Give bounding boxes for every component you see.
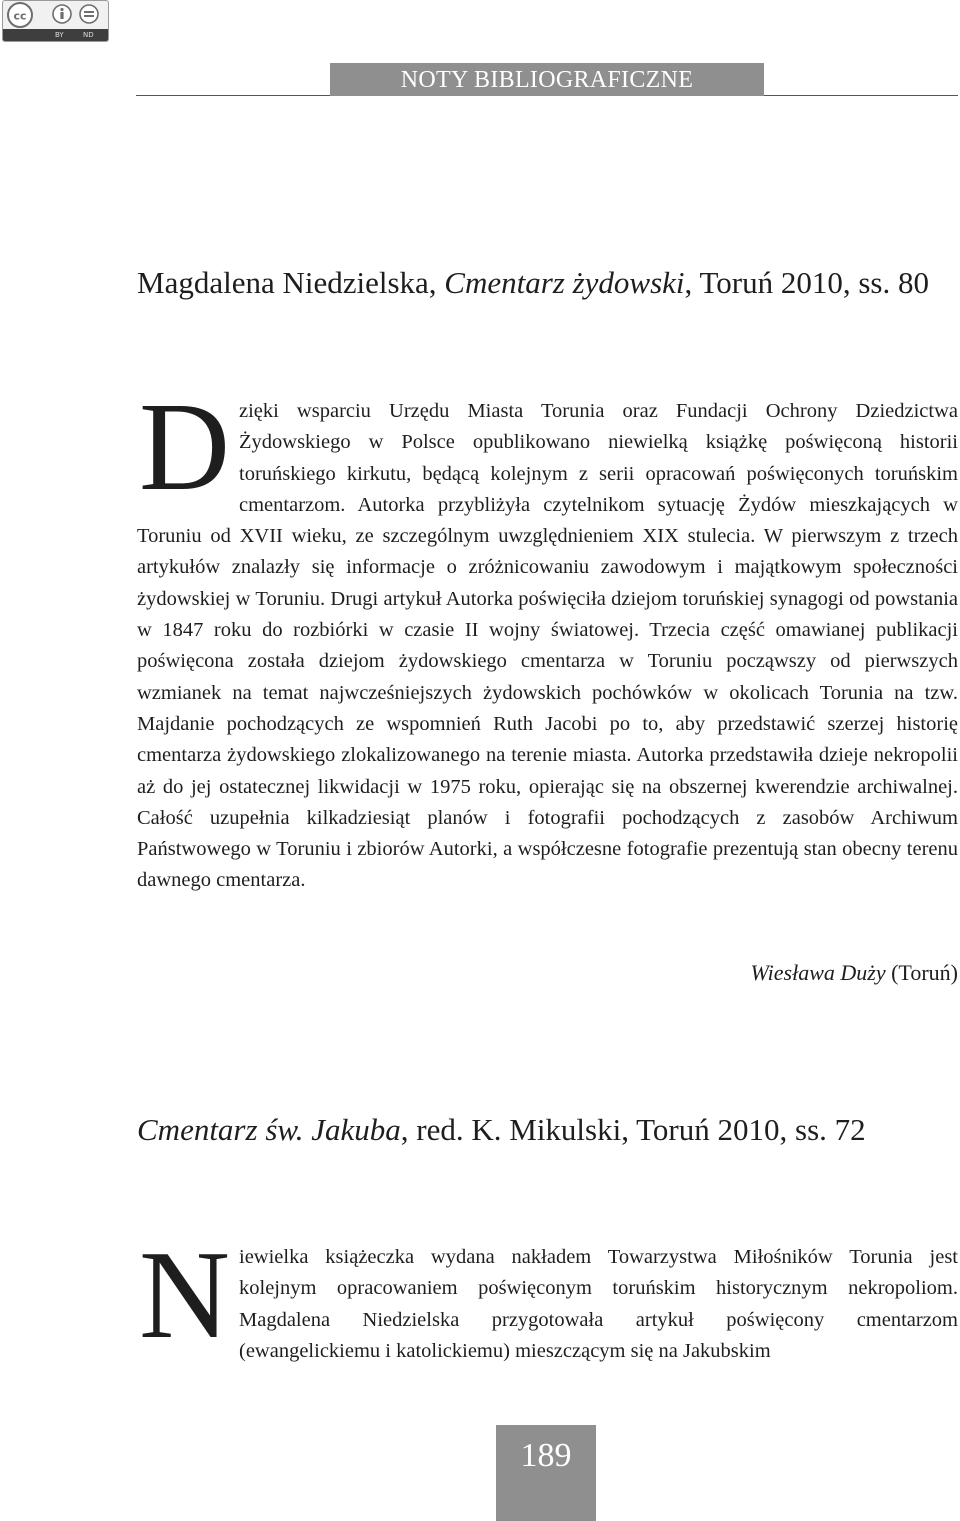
license-label-nd: ND [83,31,94,39]
title-book-italic: Cmentarz żydowski [444,265,685,300]
drop-cap-letter: N [139,1226,230,1365]
title-publication-details: , Toruń 2010, ss. 80 [684,265,929,300]
review-body-text: iewielka książeczka wydana nakładem Towarzystwa Miłośników Torunia jest kolejnym opracowaniem poświęconym toruńskim historycznym nekropoliom. Magdalena Niedzielska przygotowała artykuł poświęcony cmentarzom (ewangelickiemu i katolickiemu) mieszczącym się na Jakubskim [239,1246,958,1362]
review-body-text: zięki wsparciu Urzędu Miasta Torunia oraz Fundacji Ochrony Dziedzictwa Żydowskiego w Polsce opublikowano niewielką książkę poświęconą historii toruńskiego kirkutu, będącą kolejnym z serii opracowań poświęconych toruńskim cmentarzom. Autorka przybliżyła czytelnikom sytuację Żydów mieszkających w Toruniu od XVII wieku, ze szczególnym uwzględnieniem XIX stulecia. W pierwszym z trzech artykułów znalazły się informacje o zróżnicowaniu zawodowym i majątkowym społeczności żydowskiej w Toruniu. Drugi artykuł Autorka poświęciła dziejom toruńskiej synagogi od powstania w 1847 roku do rozbiórki w czasie II wojny światowej. Trzecia część omawianej publikacji poświęcona została dziejom żydowskiego cmentarza w Toruniu począwszy od pierwszych wzmianek na temat najwcześniejszych żydowskich pochówków w okolicach Torunia na tzw. Majdanie pochodzących ze wspomnień Ruth Jacobi po to, aby przedstawić szerzej historię cmentarza żydowskiego zlokalizowanego na terenie miasta. Autorka przedstawiła dzieje nekropolii aż do jej ostatecznej likwidacji w 1975 roku, opierając się na obszernej kwerendzie archiwalnej. Całość uzupełnia kilkadziesiąt planów i fotografii pochodzących z zasobów Archiwum Państwowego w Toruniu i zbiorów Autorki, a współczesne fotografie prezentują stan obecny terenu dawnego cmentarza. [137,400,958,892]
title-author-prefix: Magdalena Niedzielska, [137,265,445,300]
page-number: 189 [496,1425,596,1521]
title-publication-details: , red. K. Mikulski, Toruń 2010, ss. 72 [400,1112,866,1147]
drop-cap-letter: D [139,378,230,517]
no-derivatives-icon [80,5,98,23]
license-label-by: BY [55,31,64,39]
license-icons [3,1,108,29]
reviewer-name: Wiesława Duży [750,960,886,985]
reviewer-place: (Toruń) [885,960,958,985]
license-badge [2,0,109,42]
svg-text:cc: cc [13,9,27,23]
cc-icon [8,3,32,27]
review-title [137,263,957,303]
license-strip [3,29,108,41]
attribution-icon [53,5,71,23]
title-book-italic: Cmentarz św. Jakuba [137,1112,401,1147]
review-body [137,378,958,897]
reviewer-signature [751,956,958,990]
section-header: NOTY BIBLIOGRAFICZNE [330,63,764,96]
review-body [137,1226,958,1367]
review-title [137,1110,957,1150]
